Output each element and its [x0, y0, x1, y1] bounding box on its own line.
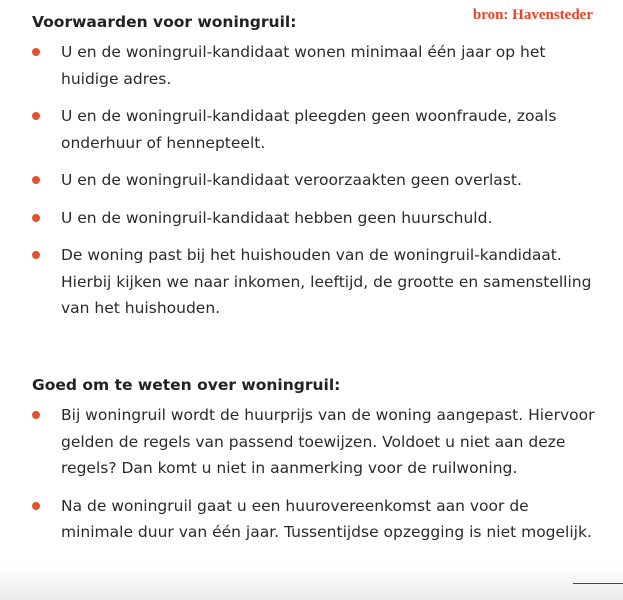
conditions-heading: Voorwaarden voor woningruil:: [32, 13, 297, 31]
list-item: U en de woningruil-kandidaat wonen minimaal één jaar op het huidige adres.: [32, 39, 602, 92]
bullet-icon: [32, 48, 40, 56]
bullet-icon: [32, 411, 40, 419]
bullet-icon: [32, 112, 40, 120]
bullet-icon: [32, 214, 40, 222]
bullet-icon: [32, 251, 40, 259]
list-item: U en de woningruil-kandidaat hebben geen huurschuld.: [32, 205, 602, 232]
bullet-icon: [32, 502, 40, 510]
list-item: Na de woningruil gaat u een huurovereenkomst aan voor de minimale duur van één jaar. Tussentijdse opzegging is niet mogelijk.: [32, 493, 602, 546]
conditions-list: [32, 39, 602, 322]
good-to-know-heading: Goed om te weten over woningruil:: [32, 376, 341, 394]
source-label: bron: Havensteder: [472, 7, 593, 23]
list-item: Bij woningruil wordt de huurprijs van de woning aangepast. Hiervoor gelden de regels van passend toewijzen. Voldoet u niet aan deze regels? Dan komt u niet in aanmerking voor de ruilwoning.: [32, 402, 602, 482]
corner-divider: [573, 583, 623, 584]
bullet-icon: [32, 176, 40, 184]
bottom-fade: [0, 564, 623, 600]
list-item: U en de woningruil-kandidaat veroorzaakten geen overlast.: [32, 167, 602, 194]
good-to-know-section: [32, 374, 602, 557]
list-item: De woning past bij het huishouden van de woningruil-kandidaat. Hierbij kijken we naar inkomen, leeftijd, de grootte en samenstelling van het huishouden.: [32, 242, 602, 322]
conditions-section: [32, 11, 602, 333]
good-to-know-list: [32, 402, 602, 546]
list-item: U en de woningruil-kandidaat pleegden geen woonfraude, zoals onderhuur of hennepteelt.: [32, 103, 602, 156]
